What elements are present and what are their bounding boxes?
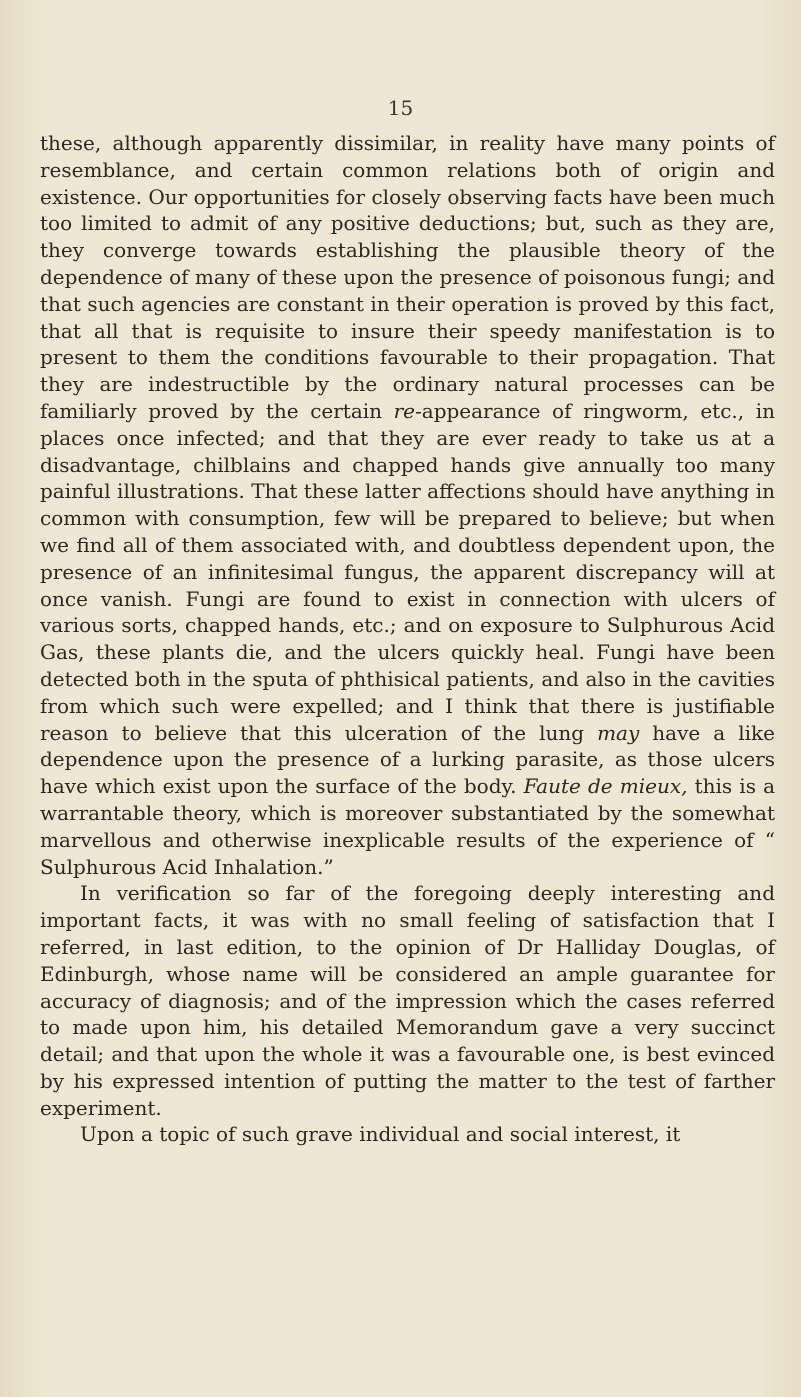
text-segment: In verification so far of the foregoing deeply interesting and important facts, it was with no small feeling of satisfaction that I referred, in last edition, to the opinion of Dr Halliday Douglas, of Edinburgh, whose name will be considered an ample guarantee for accuracy of diagnosis; and of the impression which the cases referred to made upon him, his detailed Memorandum gave a very succinct detail; and that upon the whole it was a favourable one, is best evinced by his expressed intention of putting the matter to the test of farther experiment. bbox=[40, 881, 775, 1120]
body-text bbox=[40, 130, 775, 1148]
page-number: 15 bbox=[387, 96, 414, 120]
paragraph-3 bbox=[40, 1121, 775, 1148]
text-segment: have a like dependence upon the presence of a lurking parasite, as those ulcers have which exist upon the surface of the body. bbox=[40, 720, 775, 799]
text-segment: this is a warrantable theory, which is moreover substantiated by the somewhat marvellous and otherwise inexplicable results of the experience of “ Sulphurous Acid Inhalation.” bbox=[40, 774, 776, 879]
text-segment: appearance of ringworm, etc., in places once infected; and that they are ever ready to take us at a disadvantage, chilblains and chapped hands give annually too many painful illustrations. That these latter affections should have anything in common with consumption, few will be prepared to believe; but when we find all of them associated with, and doubtless dependent upon, the presence of an infinitesimal fungus, the apparent discrepancy will at once vanish. Fungi are found to exist in connection with ulcers of various sorts, chapped hands, etc.; and on exposure to Sulphurous Acid Gas, these plants die, and the ulcers quickly heal. Fungi have been detected both in the sputa of phthisical patients, and also in the cavities from which such were expelled; and I think that there is justifiable reason to believe that this ulceration of the lung bbox=[40, 398, 775, 745]
italic-segment: re- bbox=[393, 398, 422, 423]
italic-segment: Faute de mieux, bbox=[523, 774, 688, 799]
text-segment: these, although apparently dissimilar, in reality have many points of resemblance, and certain common relations both of origin and existence. Our opportunities for closely observing facts have been much too limited to admit of any positive deductions; but, such as they are, they converge towards establishing the plausible theory of the dependence of many of these upon the presence of poisonous fungi; and that such agencies are constant in their operation is proved by this fact, that all that is requisite to insure their speedy manifestation is to present to them the conditions favourable to their propagation. That they are indestructible by the ordinary natural processes can be familiarly proved by the certain bbox=[40, 131, 775, 423]
paragraph-2 bbox=[40, 880, 775, 1121]
text-segment: Upon a topic of such grave individual and social interest, it bbox=[80, 1122, 681, 1147]
paragraph-1 bbox=[40, 130, 775, 880]
italic-segment: may bbox=[597, 720, 640, 745]
